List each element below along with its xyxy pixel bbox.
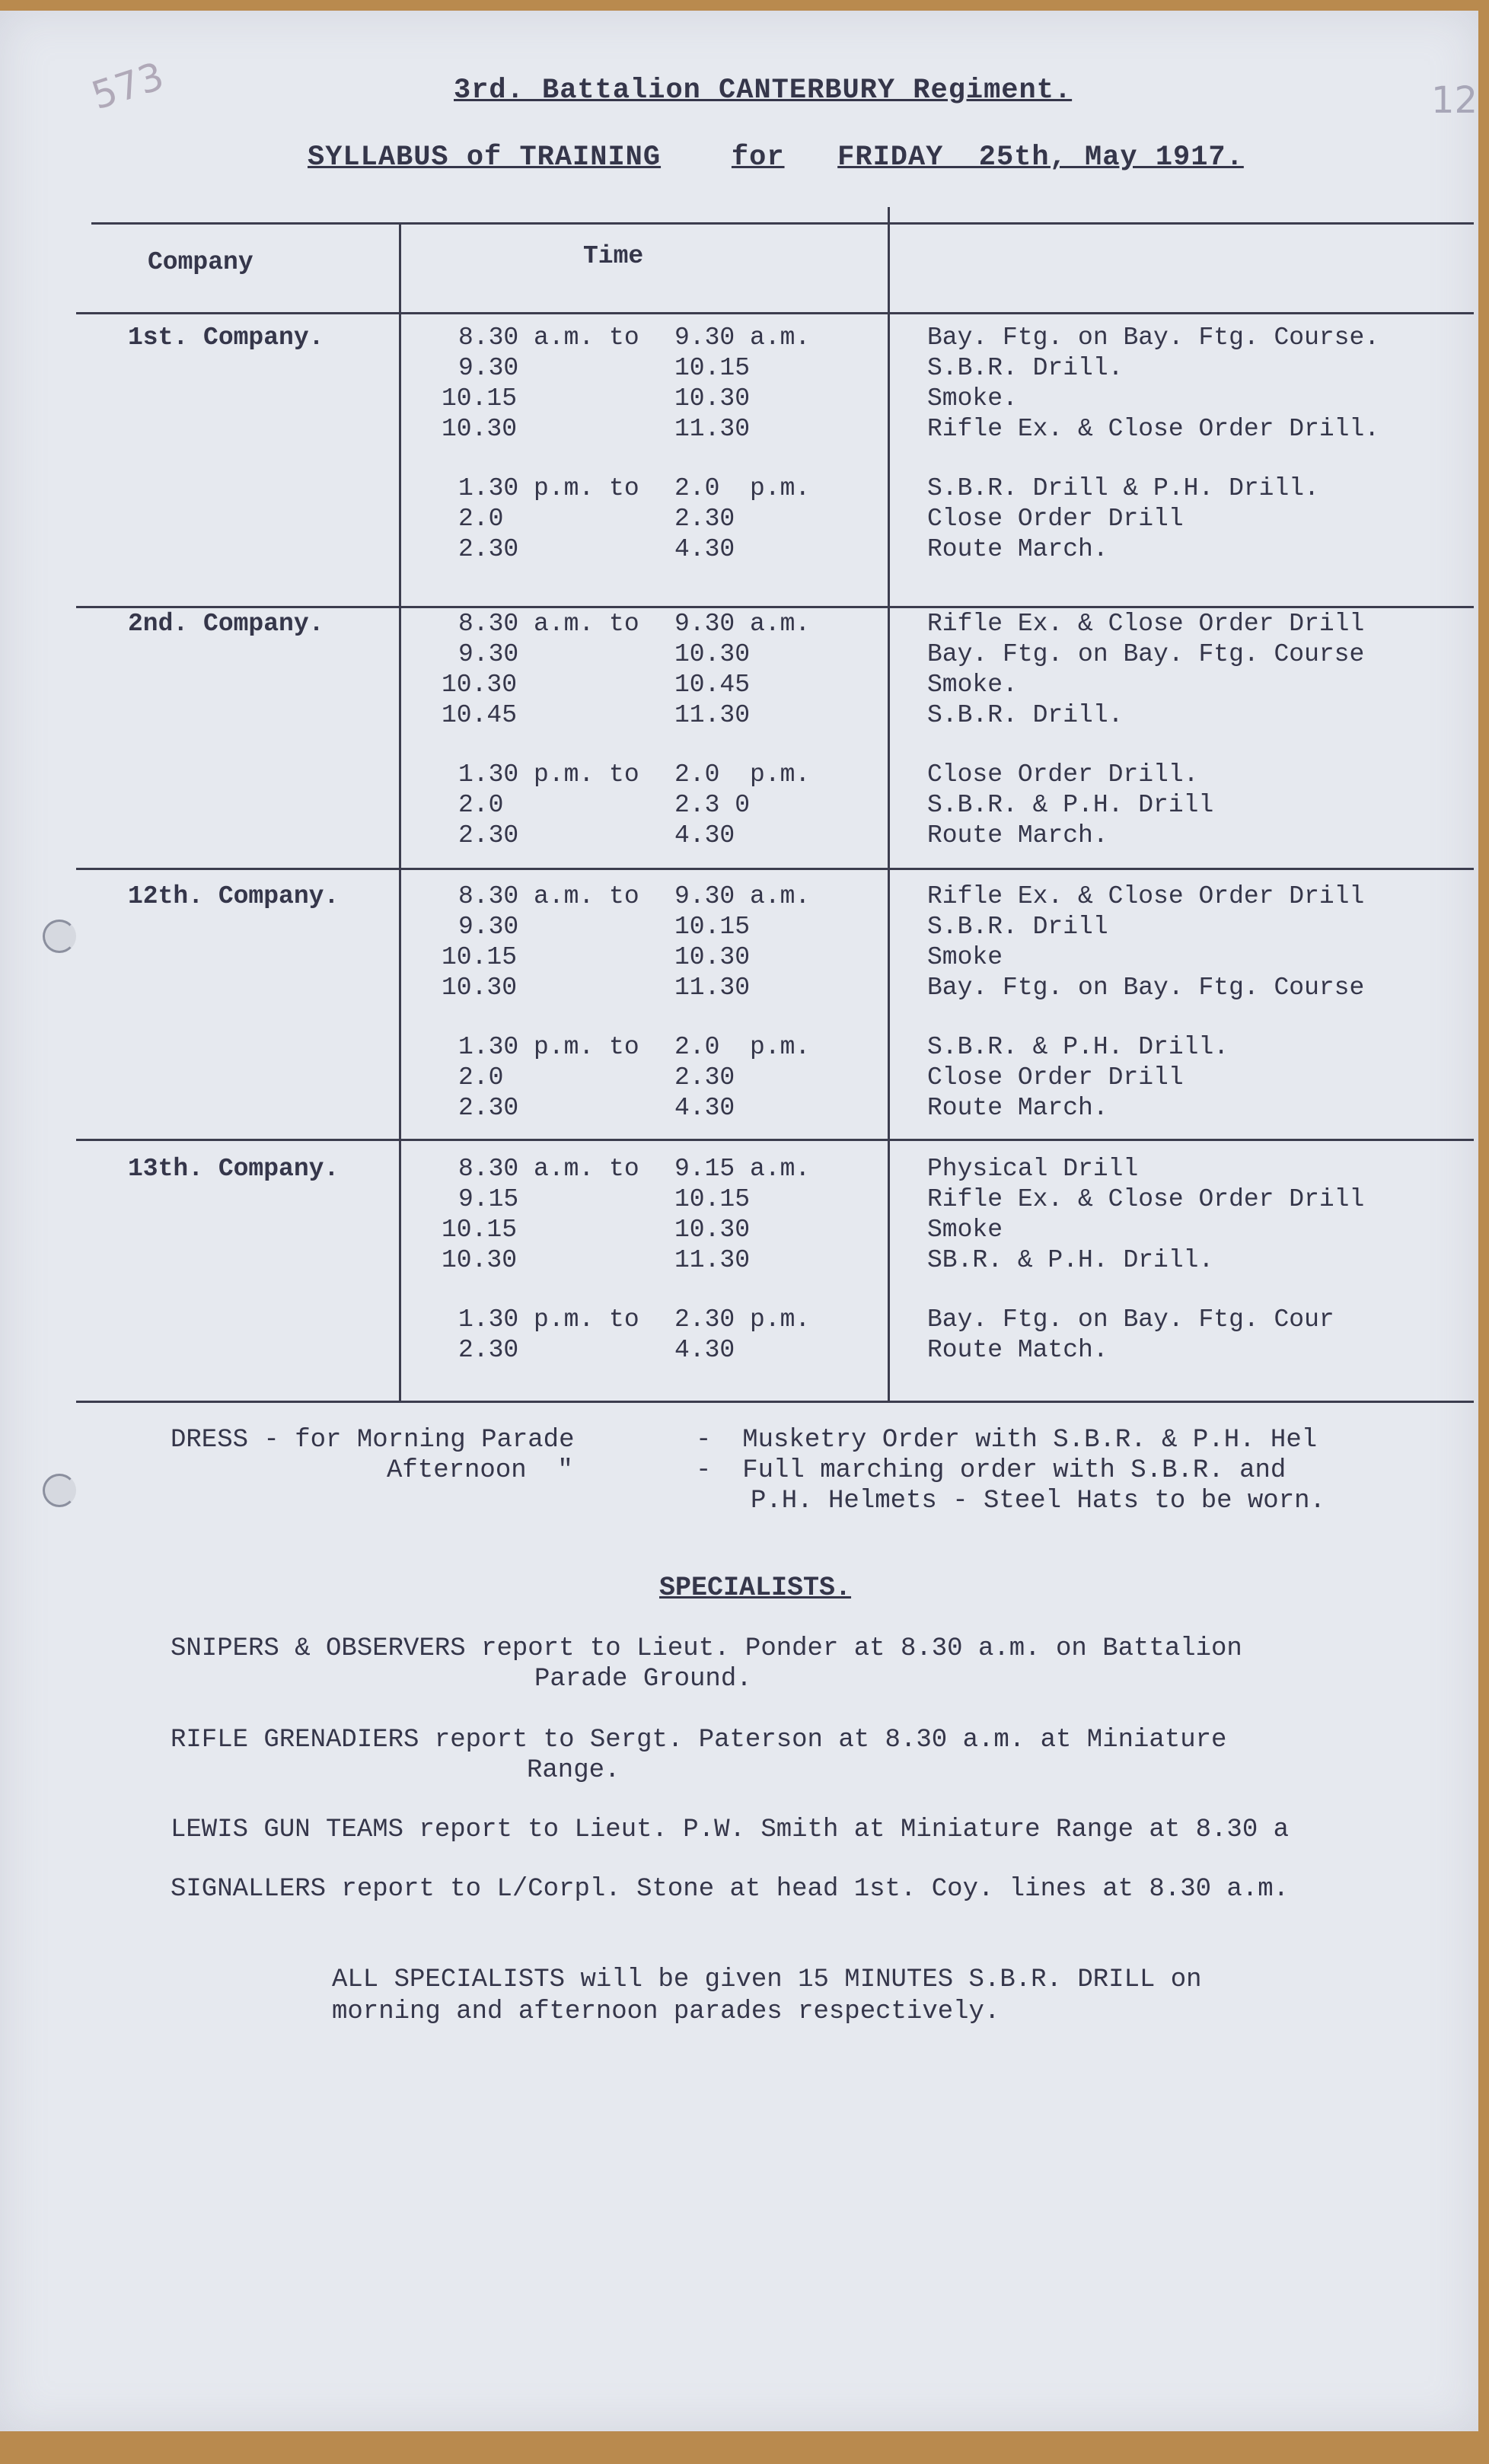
instruction-continuation: Parade Ground. (534, 1665, 752, 1694)
time-end: 2.0 p.m. (674, 474, 811, 502)
time-end: 9.15 a.m. (674, 1155, 811, 1183)
time-end: 10.15 (674, 913, 751, 941)
activity: Route March. (927, 1094, 1108, 1122)
dress-afternoon-label: Afternoon " (387, 1456, 573, 1485)
activity: Close Order Drill (927, 505, 1184, 533)
dress-afternoon-value-cont: P.H. Helmets - Steel Hats to be worn. (751, 1487, 1325, 1516)
time-end: 2.0 p.m. (674, 1033, 811, 1061)
activity: Smoke (927, 1216, 1003, 1244)
time-end: 2.30 (674, 505, 735, 533)
dress-afternoon-value: - Full marching order with S.B.R. and (696, 1456, 1287, 1485)
specialist-instruction (171, 1815, 1289, 1845)
activity: Route March. (927, 535, 1108, 563)
activity: Close Order Drill. (927, 760, 1199, 789)
punch-hole (43, 1474, 76, 1507)
syllabus-prefix: SYLLABUS of TRAINING (308, 142, 662, 174)
activity: Rifle Ex. & Close Order Drill. (927, 415, 1380, 443)
time-end: 11.30 (674, 701, 751, 729)
time-start: 9.30 (458, 354, 519, 382)
time-start: 2.0 (458, 1063, 504, 1092)
specialist-instruction (171, 1874, 1289, 1905)
time-start: 2.30 (458, 1094, 519, 1122)
note-line-1: ALL SPECIALISTS will be given 15 MINUTES S.B.R. DRILL on (332, 1965, 1202, 1994)
time-end: 2.30 p.m. (674, 1305, 811, 1334)
table-rule (76, 312, 1474, 314)
activity: S.B.R. Drill. (927, 701, 1124, 729)
time-start: 2.30 (458, 1336, 519, 1364)
activity: S.B.R. Drill (927, 913, 1108, 941)
activity: Rifle Ex. & Close Order Drill (927, 1185, 1365, 1213)
time-end: 10.45 (674, 671, 751, 699)
activity: Rifle Ex. & Close Order Drill (927, 882, 1365, 910)
time-start: 10.15 (442, 384, 518, 413)
time-end: 10.30 (674, 1216, 751, 1244)
training-table (76, 207, 1474, 1405)
specialists-title: SPECIALISTS. (659, 1573, 852, 1603)
archive-number: 573 (86, 53, 170, 119)
activity: Smoke (927, 943, 1003, 971)
company-block (76, 1154, 1474, 1413)
activity: Rifle Ex. & Close Order Drill (927, 610, 1365, 638)
dress-label: DRESS - for Morning Parade (171, 1426, 575, 1455)
punch-hole (43, 920, 76, 953)
time-start: 10.30 (442, 671, 518, 699)
activity: Smoke. (927, 671, 1018, 699)
activity: Smoke. (927, 384, 1018, 413)
time-start: 8.30 a.m. to (458, 882, 639, 910)
activity: S.B.R. & P.H. Drill (927, 791, 1214, 819)
time-start: 1.30 p.m. to (458, 760, 639, 789)
instruction-continuation: Range. (527, 1756, 620, 1785)
company-block (76, 323, 1474, 582)
syllabus-for: for (731, 142, 785, 174)
time-column-header: Time (583, 242, 644, 270)
page-number: 12 (1431, 79, 1478, 122)
company-name: 13th. Company. (128, 1155, 340, 1183)
time-start: 1.30 p.m. to (458, 1033, 639, 1061)
time-end: 11.30 (674, 415, 751, 443)
specialist-instruction (171, 1634, 1242, 1694)
activity: Bay. Ftg. on Bay. Ftg. Course (927, 640, 1365, 668)
company-name: 12th. Company. (128, 882, 340, 910)
instruction-line: SNIPERS & OBSERVERS report to Lieut. Ponder at 8.30 a.m. on Battalion (171, 1634, 1242, 1663)
table-rule (91, 222, 1474, 225)
time-start: 9.15 (458, 1185, 519, 1213)
time-start: 8.30 a.m. to (458, 324, 639, 352)
activity: S.B.R. Drill. (927, 354, 1124, 382)
time-start: 10.30 (442, 974, 518, 1002)
time-end: 10.30 (674, 640, 751, 668)
specialist-instruction (171, 1725, 1226, 1786)
time-start: 2.30 (458, 821, 519, 849)
table-rule (76, 606, 1474, 608)
time-start: 9.30 (458, 913, 519, 941)
activity: S.B.R. & P.H. Drill. (927, 1033, 1229, 1061)
time-end: 9.30 a.m. (674, 882, 811, 910)
time-start: 10.45 (442, 701, 518, 729)
instruction-line: RIFLE GRENADIERS report to Sergt. Paterson at 8.30 a.m. at Miniature (171, 1726, 1227, 1755)
company-name: 1st. Company. (128, 324, 324, 352)
time-end: 4.30 (674, 1094, 735, 1122)
time-end: 4.30 (674, 1336, 735, 1364)
time-start: 10.30 (442, 415, 518, 443)
note-line-2: morning and afternoon parades respectively. (332, 1997, 1000, 2026)
activity: Route March. (927, 821, 1108, 849)
time-end: 11.30 (674, 1246, 751, 1274)
time-start: 10.15 (442, 1216, 518, 1244)
company-name: 2nd. Company. (128, 610, 324, 638)
time-end: 4.30 (674, 535, 735, 563)
activity: Bay. Ftg. on Bay. Ftg. Course (927, 974, 1365, 1002)
activity: Close Order Drill (927, 1063, 1184, 1092)
time-start: 10.15 (442, 943, 518, 971)
time-start: 2.0 (458, 791, 504, 819)
time-start: 8.30 a.m. to (458, 610, 639, 638)
activity: S.B.R. Drill & P.H. Drill. (927, 474, 1319, 502)
time-end: 4.30 (674, 821, 735, 849)
company-block (76, 881, 1474, 1140)
time-end: 10.15 (674, 354, 751, 382)
time-end: 9.30 a.m. (674, 610, 811, 638)
company-column-header: Company (148, 248, 253, 276)
document-page (0, 11, 1478, 2431)
syllabus-date: FRIDAY 25th, May 1917. (837, 142, 1244, 174)
time-end: 10.30 (674, 384, 751, 413)
company-block (76, 609, 1474, 868)
time-end: 9.30 a.m. (674, 324, 811, 352)
activity: Route Match. (927, 1336, 1108, 1364)
time-start: 2.0 (458, 505, 504, 533)
activity: Bay. Ftg. on Bay. Ftg. Course. (927, 324, 1380, 352)
activity: SB.R. & P.H. Drill. (927, 1246, 1214, 1274)
activity: Bay. Ftg. on Bay. Ftg. Cour (927, 1305, 1334, 1334)
specialists-note (332, 1964, 1202, 2028)
instruction-line: SIGNALLERS report to L/Corpl. Stone at head 1st. Coy. lines at 8.30 a.m. (171, 1875, 1290, 1904)
time-end: 2.0 p.m. (674, 760, 811, 789)
time-end: 2.30 (674, 1063, 735, 1092)
time-start: 1.30 p.m. to (458, 474, 639, 502)
time-end: 10.30 (674, 943, 751, 971)
time-start: 2.30 (458, 535, 519, 563)
time-end: 11.30 (674, 974, 751, 1002)
battalion-title: 3rd. Battalion CANTERBURY Regiment. (454, 75, 1073, 107)
instruction-line: LEWIS GUN TEAMS report to Lieut. P.W. Smith at Miniature Range at 8.30 a (171, 1815, 1290, 1844)
table-rule (76, 868, 1474, 870)
dress-morning-value: - Musketry Order with S.B.R. & P.H. Hel (696, 1426, 1318, 1455)
time-start: 10.30 (442, 1246, 518, 1274)
time-start: 1.30 p.m. to (458, 1305, 639, 1334)
time-start: 8.30 a.m. to (458, 1155, 639, 1183)
time-start: 9.30 (458, 640, 519, 668)
time-end: 2.3 0 (674, 791, 751, 819)
syllabus-heading (308, 142, 1244, 174)
time-end: 10.15 (674, 1185, 751, 1213)
activity: Physical Drill (927, 1155, 1139, 1183)
